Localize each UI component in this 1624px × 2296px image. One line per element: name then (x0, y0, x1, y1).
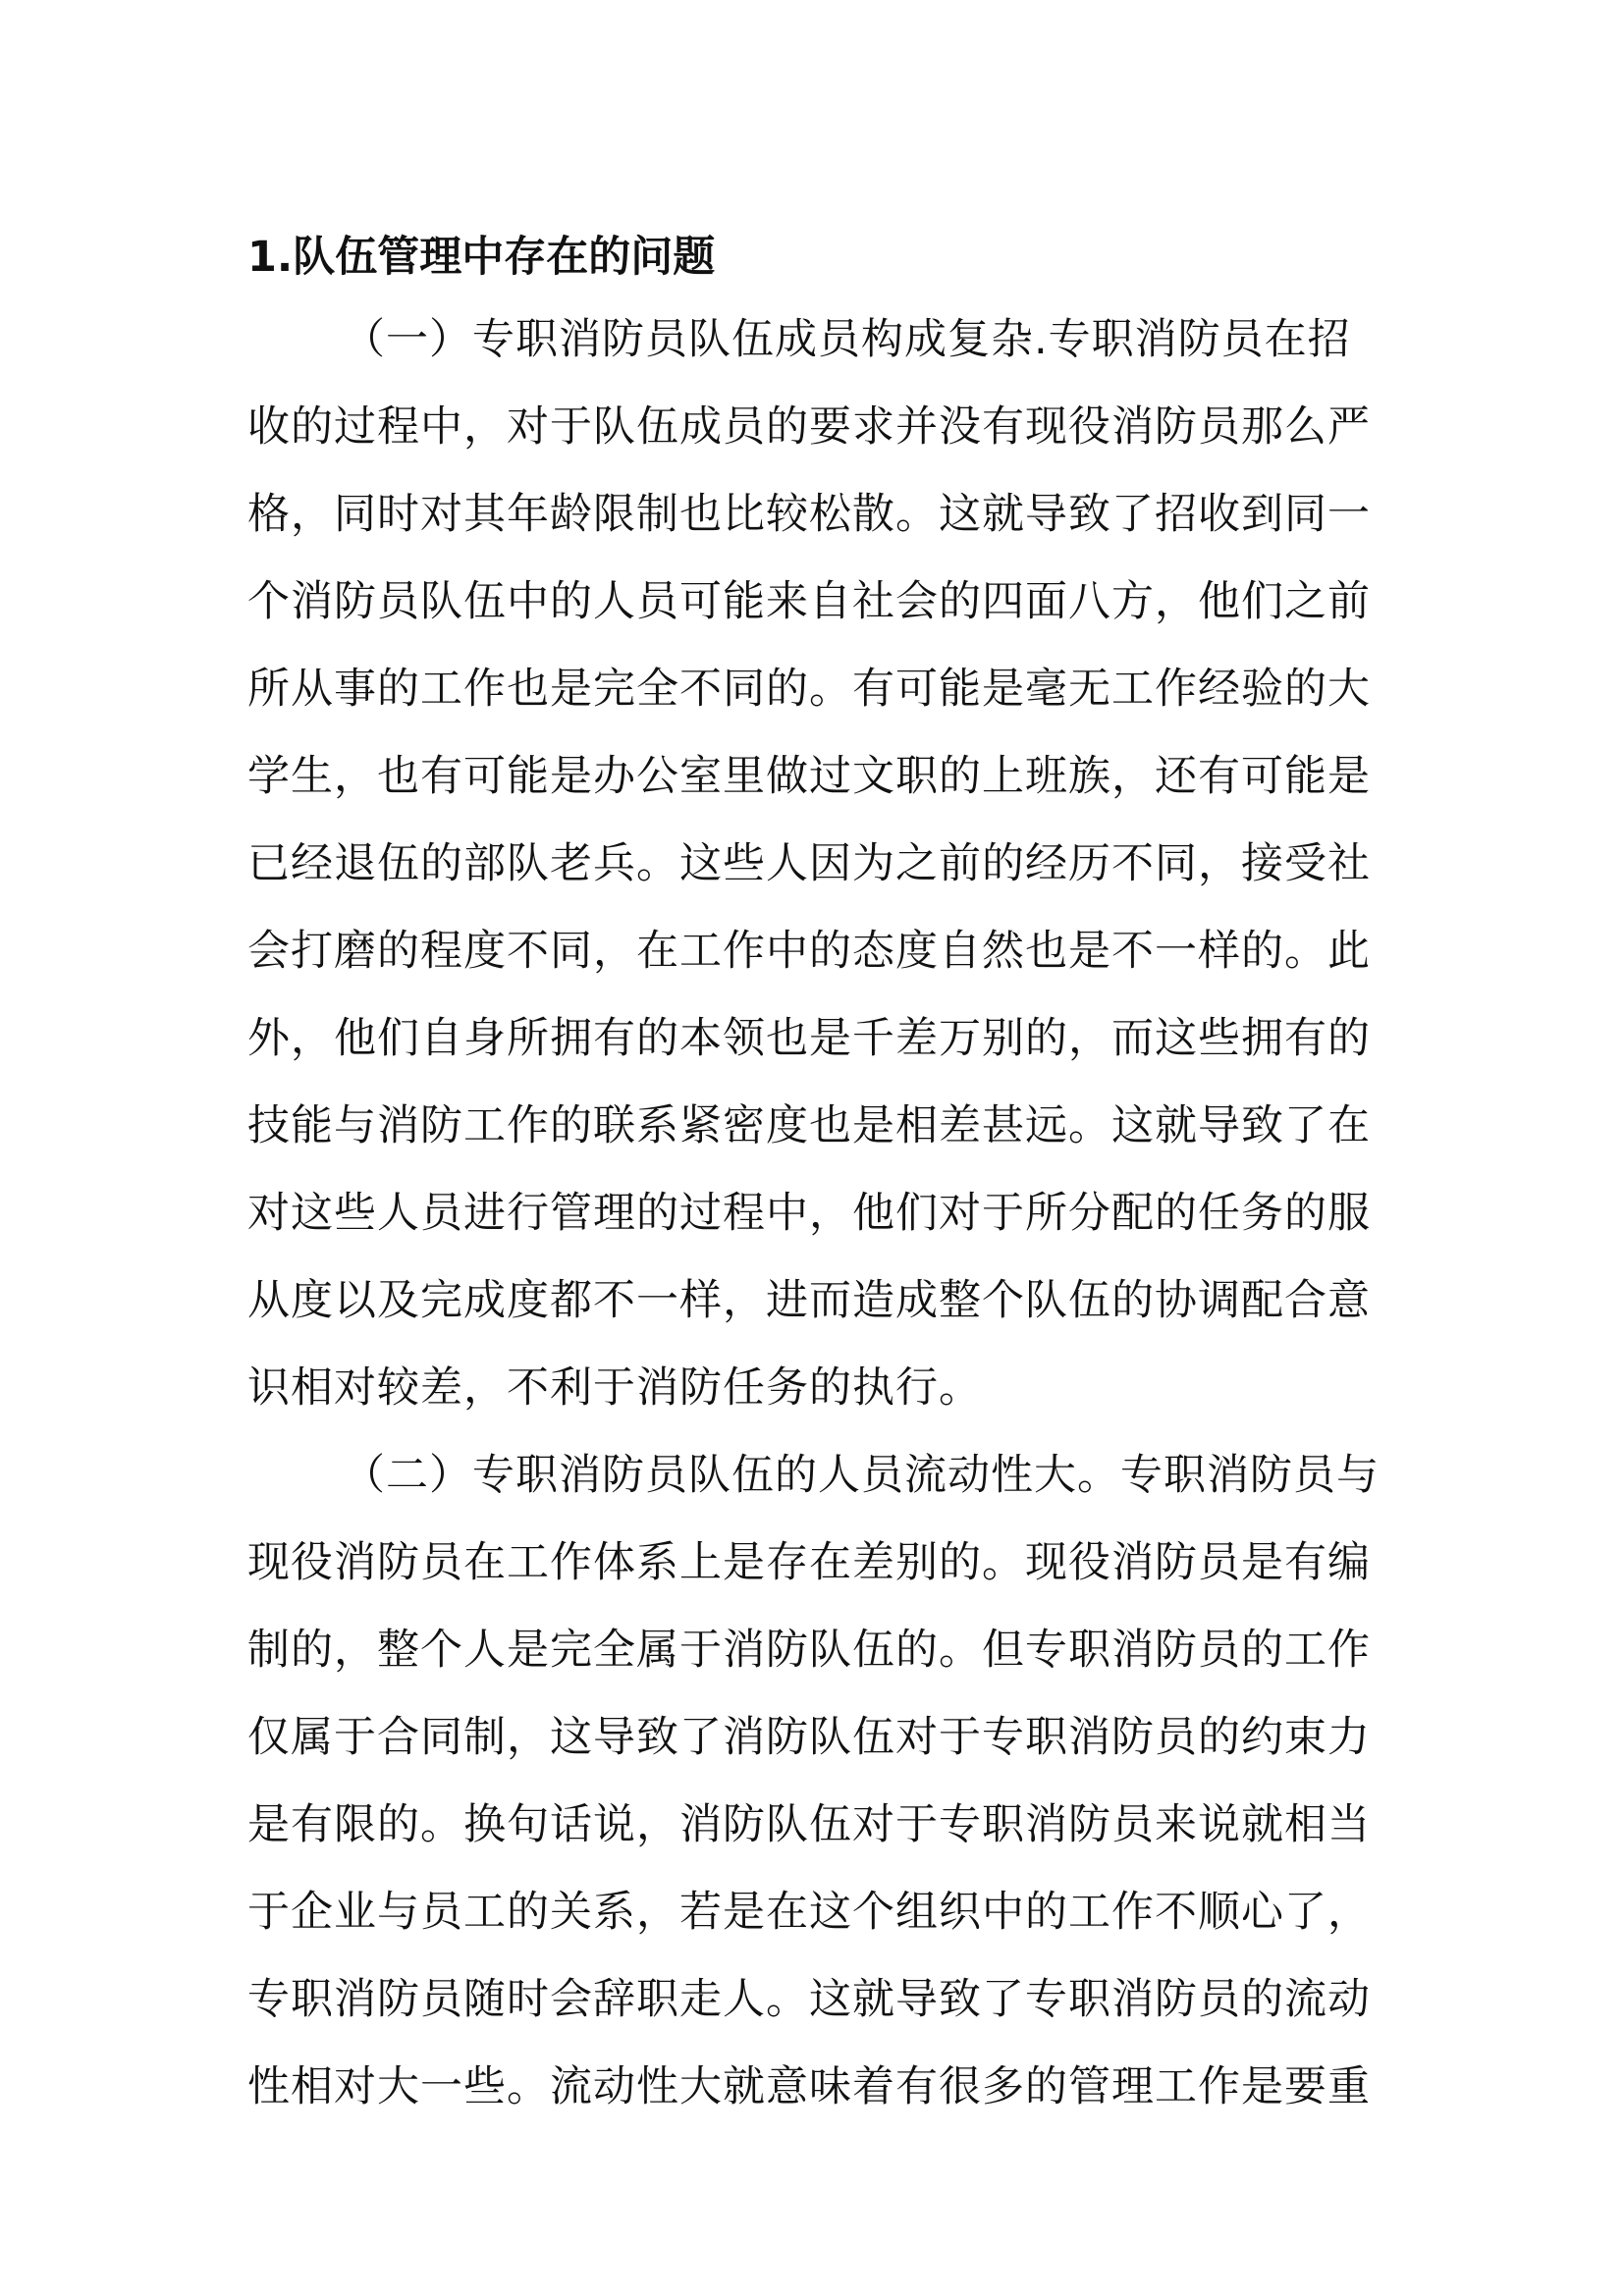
paragraph-2-line-3: 制的，整个人是完全属于消防队伍的。但专职消防员的工作 (247, 1626, 1371, 1675)
paragraph-1-line-10: 技能与消防工作的联系紧密度也是相差甚远。这就导致了在 (247, 1101, 1371, 1150)
paragraph-1-line-6: 学生，也有可能是办公室里做过文职的上班族，还有可能是 (247, 752, 1371, 801)
paragraph-1-line-9: 外，他们自身所拥有的本领也是千差万别的，而这些拥有的 (247, 1014, 1371, 1063)
paragraph-1-line-5: 所从事的工作也是完全不同的。有可能是毫无工作经验的大 (247, 665, 1371, 714)
paragraph-1-line-1: （一）专职消防员队伍成员构成复杂.专职消防员在招 (343, 315, 1351, 364)
paragraph-1-line-2: 收的过程中，对于队伍成员的要求并没有现役消防员那么严 (247, 402, 1371, 452)
paragraph-1-line-3: 格，同时对其年龄限制也比较松散。这就导致了招收到同一 (247, 490, 1371, 539)
paragraph-1-line-11: 对这些人员进行管理的过程中，他们对于所分配的任务的服 (247, 1189, 1371, 1238)
paragraph-2-line-8: 性相对大一些。流动性大就意味着有很多的管理工作是要重 (247, 2062, 1371, 2111)
paragraph-2-line-6: 于企业与员工的关系，若是在这个组织中的工作不顺心了， (247, 1888, 1371, 1937)
paragraph-1-line-13: 识相对较差，不利于消防任务的执行。 (247, 1363, 982, 1413)
paragraph-2-line-2: 现役消防员在工作体系上是存在差别的。现役消防员是有编 (247, 1538, 1371, 1587)
section-heading: 1.队伍管理中存在的问题 (247, 233, 716, 282)
paragraph-2-line-7: 专职消防员随时会辞职走人。这就导致了专职消防员的流动 (247, 1975, 1371, 2024)
paragraph-2-line-5: 是有限的。换句话说，消防队伍对于专职消防员来说就相当 (247, 1800, 1371, 1849)
paragraph-2-line-4: 仅属于合同制，这导致了消防队伍对于专职消防员的约束力 (247, 1713, 1371, 1762)
paragraph-1-line-12: 从度以及完成度都不一样，进而造成整个队伍的协调配合意 (247, 1276, 1371, 1325)
paragraph-1-line-4: 个消防员队伍中的人员可能来自社会的四面八方，他们之前 (247, 577, 1371, 626)
paragraph-1-line-7: 已经退伍的部队老兵。这些人因为之前的经历不同，接受社 (247, 839, 1371, 888)
paragraph-2-line-1: （二）专职消防员队伍的人员流动性大。专职消防员与 (343, 1451, 1380, 1500)
paragraph-1-line-8: 会打磨的程度不同，在工作中的态度自然也是不一样的。此 (247, 927, 1371, 976)
